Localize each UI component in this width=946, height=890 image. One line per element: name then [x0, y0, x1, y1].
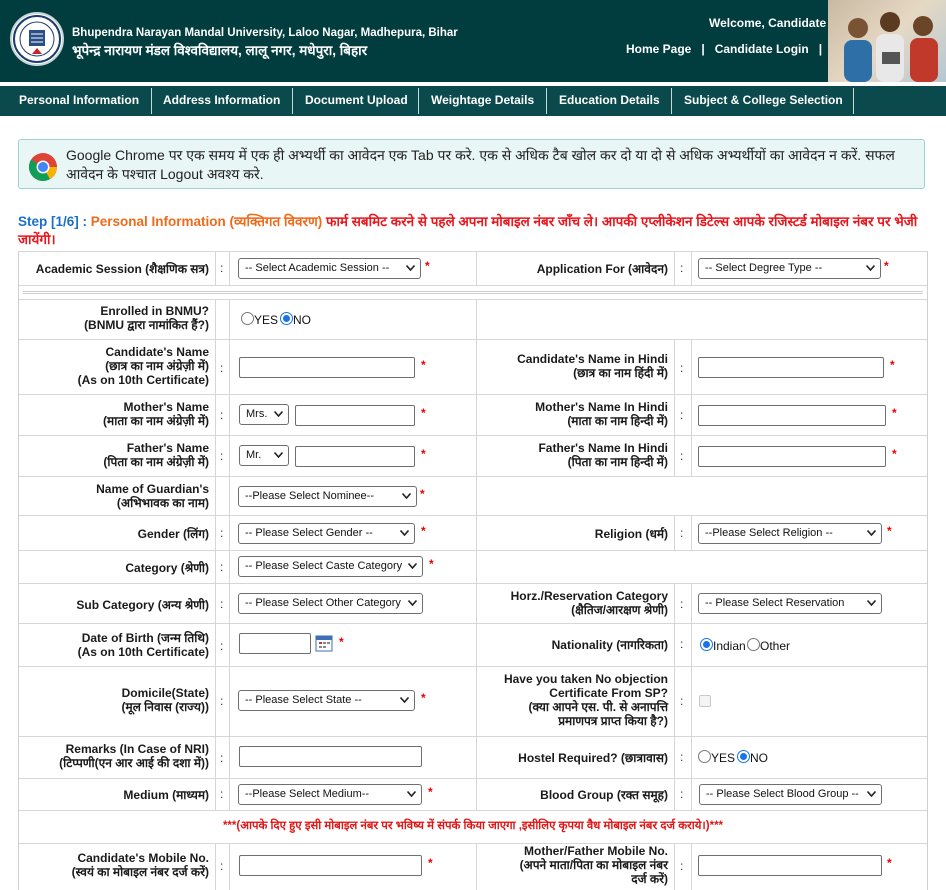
father-name-hindi-input[interactable]: [698, 446, 886, 467]
nationality-label: Nationality (नागरिकता): [551, 638, 668, 652]
nav-divider: [546, 88, 547, 114]
required-marker: *: [421, 691, 426, 705]
colon: :: [220, 449, 224, 463]
chrome-notice-box: [18, 139, 925, 189]
col-divider: [674, 516, 675, 550]
candidate-name-hindi-label-line2: (छात्र का नाम हिंदी में): [573, 366, 668, 380]
candidate-name-hindi-input[interactable]: [698, 357, 884, 378]
step-title: Personal Information (व्यक्तिगत विवरण): [90, 214, 323, 229]
mother-name-hindi-label-line2: (माता का नाम हिन्दी में): [567, 414, 668, 428]
gender-label: Gender (लिंग): [137, 527, 209, 541]
mobile-label-line1: Candidate's Mobile No.: [77, 851, 209, 865]
col-divider: [215, 624, 216, 666]
parent-mobile-label: [481, 844, 668, 886]
col-divider: [215, 551, 216, 583]
col-divider: [691, 844, 692, 890]
col-divider: [476, 584, 477, 623]
chrome-icon: [28, 152, 58, 182]
mother-title-value: Mrs.: [246, 408, 268, 420]
col-divider: [674, 779, 675, 810]
required-marker: *: [890, 358, 895, 372]
father-name-label-line2: (पिता का नाम अंग्रेज़ी में): [103, 455, 209, 469]
col-divider: [229, 395, 230, 435]
col-divider: [229, 551, 230, 583]
col-divider: [476, 395, 477, 435]
mother-name-label: [21, 400, 209, 428]
horz-reservation-select[interactable]: [698, 593, 882, 614]
col-divider: [229, 436, 230, 476]
candidate-name-input[interactable]: [239, 357, 415, 378]
chevron-down-icon: [408, 563, 417, 569]
col-divider: [215, 844, 216, 890]
chevron-down-icon: [407, 791, 416, 797]
remarks-input[interactable]: [239, 746, 422, 767]
step-message: फार्म सबमिट करने से पहले अपना मोबाइल नंबर जाँच ले। आपकी एप्लीकेशन डिटेल्स आपके रजिस्टर्ड मोबाइल नंबर पर भेजी जायेंगी।: [18, 214, 918, 247]
col-divider: [691, 516, 692, 550]
top-links: [626, 42, 832, 56]
noc-label-line4: प्रमाणपत्र प्राप्त किया है?): [558, 714, 668, 728]
form-row-medium: [19, 778, 927, 810]
gender-value: -- Please Select Gender --: [245, 527, 373, 539]
chevron-down-icon: [866, 265, 875, 271]
colon: :: [680, 694, 684, 708]
separator-line: [23, 291, 923, 294]
nationality-indian-label: Indian: [713, 639, 746, 653]
nav-divider: [671, 88, 672, 114]
chevron-down-icon: [274, 452, 283, 458]
required-marker: *: [892, 406, 897, 420]
col-divider: [476, 844, 477, 890]
sub-category-select[interactable]: [238, 593, 423, 614]
main-nav: [0, 86, 946, 116]
chevron-down-icon: [867, 600, 876, 606]
hostel-no-label: NO: [750, 751, 768, 765]
col-divider: [691, 667, 692, 736]
students-banner-image: [828, 0, 946, 82]
father-name-label-line1: Father's Name: [126, 441, 209, 455]
colon: :: [680, 526, 684, 540]
colon: :: [220, 597, 224, 611]
guardian-label: [21, 482, 209, 510]
nav-subject-college-selection[interactable]: Subject & College Selection: [684, 93, 843, 107]
form-row-spacer: [19, 285, 927, 299]
colon: :: [680, 361, 684, 375]
dob-input[interactable]: [239, 633, 311, 654]
chevron-down-icon: [408, 600, 417, 606]
col-divider: [229, 779, 230, 810]
remarks-label: [21, 742, 209, 770]
medium-label: Medium (माध्यम): [123, 788, 209, 802]
nav-document-upload[interactable]: Document Upload: [305, 93, 408, 107]
required-marker: *: [892, 447, 897, 461]
col-divider: [229, 737, 230, 778]
university-logo[interactable]: [10, 12, 64, 66]
col-divider: [674, 252, 675, 285]
domicile-label-line1: Domicile(State): [121, 686, 209, 700]
colon: :: [220, 526, 224, 540]
col-divider: [229, 340, 230, 394]
parent-mobile-label-line2: (अपने माता/पिता का मोबाइल नंबर: [519, 858, 668, 872]
nav-divider: [418, 88, 419, 114]
enrolled-label: [21, 304, 209, 332]
nationality-indian-radio[interactable]: [700, 638, 713, 651]
mother-name-label-line2: (माता का नाम अंग्रेज़ी में): [103, 414, 209, 428]
application-for-value: -- Select Degree Type --: [705, 262, 823, 274]
col-divider: [476, 436, 477, 476]
colon: :: [680, 408, 684, 422]
col-divider: [215, 252, 216, 285]
form-row-mother-name: [19, 394, 927, 435]
col-divider: [215, 779, 216, 810]
parent-mobile-label-line3: दर्ज करें): [631, 872, 668, 886]
required-marker: *: [339, 635, 344, 649]
chevron-down-icon: [402, 493, 411, 499]
nav-divider: [853, 88, 854, 114]
father-name-hindi-label-line1: Father's Name In Hindi: [538, 441, 668, 455]
candidate-name-label-line3: (As on 10th Certificate): [77, 373, 209, 387]
application-for-label: Application For (आवेदन): [536, 262, 668, 276]
required-marker: *: [425, 259, 430, 273]
guardian-label-line2: (अभिभावक का नाम): [116, 496, 209, 510]
colon: :: [220, 560, 224, 574]
col-divider: [476, 252, 477, 285]
colon: :: [220, 787, 224, 801]
colon: :: [220, 751, 224, 765]
col-divider: [229, 300, 230, 339]
enrolled-yes-label: YES: [254, 313, 279, 327]
nav-weightage-details[interactable]: Weightage Details: [431, 93, 535, 107]
col-divider: [215, 340, 216, 394]
chevron-down-icon: [406, 265, 415, 271]
form-row-enrolled: [19, 299, 927, 339]
step-number: Step [1/6] :: [18, 214, 88, 229]
col-divider: [215, 737, 216, 778]
col-divider: [691, 779, 692, 810]
col-divider: [691, 395, 692, 435]
colon: :: [680, 859, 684, 873]
col-divider: [215, 395, 216, 435]
col-divider: [476, 624, 477, 666]
col-divider: [229, 252, 230, 285]
candidate-login-link[interactable]: Candidate Login: [714, 42, 809, 56]
col-divider: [215, 300, 216, 339]
required-marker: *: [421, 358, 426, 372]
sub-category-label: Sub Category (अन्य श्रेणी): [76, 598, 209, 612]
required-marker: *: [884, 259, 889, 273]
welcome-text: Welcome, Candidate: [709, 16, 827, 30]
academic-session-label: Academic Session (शैक्षणिक सत्र): [35, 262, 209, 276]
form-row-sub-category: [19, 583, 927, 623]
col-divider: [674, 844, 675, 890]
religion-value: --Please Select Religion --: [705, 527, 833, 539]
chevron-down-icon: [400, 697, 409, 703]
parent-mobile-label-line1: Mother/Father Mobile No.: [524, 844, 668, 858]
sub-category-value: -- Please Select Other Category: [245, 597, 401, 609]
col-divider: [476, 516, 477, 550]
noc-label-line2: Certificate From SP?: [549, 686, 668, 700]
nav-divider: [292, 88, 293, 114]
candidate-name-label: [21, 345, 209, 387]
category-label: Category (श्रेणी): [125, 561, 209, 575]
col-divider: [215, 516, 216, 550]
col-divider: [691, 436, 692, 476]
chevron-down-icon: [867, 791, 876, 797]
mobile-input[interactable]: [239, 855, 422, 876]
col-divider: [229, 477, 230, 515]
horz-reservation-label: [481, 589, 668, 617]
col-divider: [674, 667, 675, 736]
nationality-other-radio[interactable]: [747, 638, 760, 651]
form-row-guardian: [19, 476, 927, 515]
mother-name-hindi-input[interactable]: [698, 405, 886, 426]
col-divider: [476, 737, 477, 778]
nav-education-details[interactable]: Education Details: [559, 93, 660, 107]
personal-information-form: [18, 251, 928, 890]
remarks-label-line1: Remarks (In Case of NRI): [65, 742, 209, 756]
colon: :: [680, 261, 684, 275]
father-name-hindi-label-line2: (पिता का नाम हिन्दी में): [567, 455, 668, 469]
mother-name-hindi-label-line1: Mother's Name In Hindi: [535, 400, 668, 414]
horz-reservation-label-line1: Horz./Reservation Category: [510, 589, 668, 603]
application-for-select[interactable]: [698, 258, 881, 279]
nav-address-information[interactable]: Address Information: [163, 93, 281, 107]
dob-label-line2: (As on 10th Certificate): [77, 645, 209, 659]
form-row-session: [19, 251, 927, 285]
blood-group-select[interactable]: [699, 784, 882, 805]
category-select[interactable]: [238, 556, 423, 577]
hostel-no-radio[interactable]: [737, 750, 750, 763]
col-divider: [476, 551, 477, 583]
chevron-down-icon: [274, 411, 283, 417]
noc-label: [481, 672, 668, 728]
mobile-label: [21, 851, 209, 879]
father-name-input[interactable]: [295, 446, 415, 467]
horz-reservation-value: -- Please Select Reservation: [705, 597, 845, 609]
form-row-candidate-name: [19, 339, 927, 394]
candidate-name-hindi-label: [481, 352, 668, 380]
col-divider: [476, 300, 477, 339]
noc-label-line3: (क्या आपने एस. पी. से अनापत्ति: [528, 700, 668, 714]
father-name-label: [21, 441, 209, 469]
calendar-icon[interactable]: [315, 634, 333, 652]
home-page-link[interactable]: Home Page: [626, 42, 692, 56]
religion-label: Religion (धर्म): [594, 527, 668, 541]
father-title-select[interactable]: [239, 445, 289, 466]
domicile-label: [21, 686, 209, 714]
col-divider: [691, 252, 692, 285]
col-divider: [215, 477, 216, 515]
col-divider: [229, 516, 230, 550]
academic-session-value: -- Select Academic Session --: [245, 262, 390, 274]
dob-label-line1: Date of Birth (जन्म तिथि): [81, 631, 209, 645]
nav-personal-information[interactable]: Personal Information: [19, 93, 140, 107]
required-marker: *: [420, 487, 425, 501]
form-row-remarks: [19, 736, 927, 778]
enrolled-yes-radio[interactable]: [241, 312, 254, 325]
form-row-gender: [19, 515, 927, 550]
colon: :: [680, 637, 684, 651]
domicile-label-line2: (मूल निवास (राज्य)): [121, 700, 209, 714]
col-divider: [674, 584, 675, 623]
domicile-value: -- Please Select State --: [245, 694, 362, 706]
col-divider: [215, 584, 216, 623]
colon: :: [680, 597, 684, 611]
noc-checkbox[interactable]: [699, 695, 711, 707]
col-divider: [674, 340, 675, 394]
dob-label: [21, 631, 209, 659]
university-name-hindi: भूपेन्द्र नारायण मंडल विश्वविद्यालय, लालू नगर, मधेपुरा, बिहार: [72, 43, 368, 58]
colon: :: [220, 361, 224, 375]
hostel-yes-label: YES: [711, 751, 736, 765]
col-divider: [229, 624, 230, 666]
required-marker: *: [887, 524, 892, 538]
mobile-warning-text: ***(आपके दिए हुए इसी मोबाइल नंबर पर भविष्य में संपर्क किया जाएगा ,इसीलिए कृपया वैध मोबाइल नंबर दर्ज कराये।)***: [222, 820, 724, 832]
academic-session-select[interactable]: [238, 258, 421, 279]
col-divider: [476, 779, 477, 810]
site-header: [0, 0, 946, 82]
blood-group-value: -- Please Select Blood Group --: [706, 788, 859, 800]
gender-select[interactable]: [238, 523, 415, 544]
required-marker: *: [429, 557, 434, 571]
notice-text: Google Chrome पर एक समय में एक ही अभ्यर्थी का आवेदन एक Tab पर करे. एक से अधिक टैब खोल कर दो या दो से अधिक अभ्यर्थीयों का आवेदन न करें. सफल आवेदन के पश्चात Logout अवश्य करे.: [66, 147, 895, 182]
col-divider: [674, 737, 675, 778]
colon: :: [680, 449, 684, 463]
col-divider: [691, 737, 692, 778]
enrolled-label-line2: (BNMU द्वारा नामांकित हैं?): [84, 318, 209, 332]
form-row-mobile: [19, 843, 927, 890]
step-heading: [18, 213, 928, 249]
colon: :: [220, 639, 224, 653]
enrolled-no-radio[interactable]: [280, 312, 293, 325]
col-divider: [229, 584, 230, 623]
form-row-domicile: [19, 666, 927, 736]
link-separator-end: |: [818, 42, 823, 56]
horz-reservation-label-line2: (क्षैतिज/आरक्षण श्रेणी): [571, 603, 668, 617]
required-marker: *: [428, 856, 433, 870]
col-divider: [215, 667, 216, 736]
required-marker: *: [421, 447, 426, 461]
guardian-value: --Please Select Nominee--: [245, 490, 374, 502]
col-divider: [215, 436, 216, 476]
colon: :: [680, 787, 684, 801]
chevron-down-icon: [867, 530, 876, 536]
candidate-name-hindi-label-line1: Candidate's Name in Hindi: [517, 352, 668, 366]
chevron-down-icon: [400, 530, 409, 536]
form-row-category: [19, 550, 927, 583]
col-divider: [691, 584, 692, 623]
medium-select[interactable]: [238, 784, 422, 805]
mother-name-input[interactable]: [295, 405, 415, 426]
colon: :: [220, 261, 224, 275]
required-marker: *: [428, 785, 433, 799]
university-name-english: Bhupendra Narayan Mandal University, Laloo Nagar, Madhepura, Bihar: [72, 27, 458, 39]
colon: :: [220, 408, 224, 422]
col-divider: [229, 844, 230, 890]
enrolled-no-label: NO: [293, 313, 311, 327]
nav-divider: [151, 88, 152, 114]
blood-group-label: Blood Group (रक्त समूह): [540, 788, 668, 802]
nationality-other-label: Other: [760, 639, 791, 653]
col-divider: [476, 477, 477, 515]
mobile-label-line2: (स्वयं का मोबाइल नंबर दर्ज करें): [71, 865, 209, 879]
form-row-dob: [19, 623, 927, 666]
colon: :: [680, 750, 684, 764]
category-value: -- Please Select Caste Category: [245, 560, 403, 572]
father-name-hindi-label: [481, 441, 668, 469]
hostel-label: Hostel Required? (छात्रावास): [518, 751, 668, 765]
religion-select[interactable]: [698, 523, 882, 544]
col-divider: [674, 436, 675, 476]
required-marker: *: [421, 406, 426, 420]
required-marker: *: [421, 524, 426, 538]
remarks-label-line2: (टिप्पणी(एन आर आई की दशा में)): [59, 756, 209, 770]
col-divider: [476, 340, 477, 394]
form-row-mobile-warning: [19, 810, 927, 843]
father-title-value: Mr.: [246, 449, 262, 461]
required-marker: *: [887, 856, 892, 870]
col-divider: [229, 667, 230, 736]
noc-label-line1: Have you taken No objection: [503, 672, 668, 686]
enrolled-label-line1: Enrolled in BNMU?: [100, 304, 209, 318]
candidate-name-label-line2: (छात्र का नाम अंग्रेज़ी में): [105, 359, 209, 373]
col-divider: [476, 667, 477, 736]
link-separator: |: [701, 42, 705, 56]
guardian-label-line1: Name of Guardian's: [96, 482, 209, 496]
medium-value: --Please Select Medium--: [245, 788, 370, 800]
mother-name-label-line1: Mother's Name: [123, 400, 209, 414]
col-divider: [691, 624, 692, 666]
col-divider: [691, 340, 692, 394]
colon: :: [220, 859, 224, 873]
hostel-yes-radio[interactable]: [698, 750, 711, 763]
guardian-select[interactable]: [238, 486, 417, 507]
form-row-father-name: [19, 435, 927, 476]
col-divider: [674, 624, 675, 666]
colon: :: [220, 694, 224, 708]
parent-mobile-input[interactable]: [698, 855, 882, 876]
mother-title-select[interactable]: [239, 404, 289, 425]
domicile-select[interactable]: [238, 690, 415, 711]
col-divider: [674, 395, 675, 435]
mother-name-hindi-label: [481, 400, 668, 428]
candidate-name-label-line1: Candidate's Name: [105, 345, 209, 359]
